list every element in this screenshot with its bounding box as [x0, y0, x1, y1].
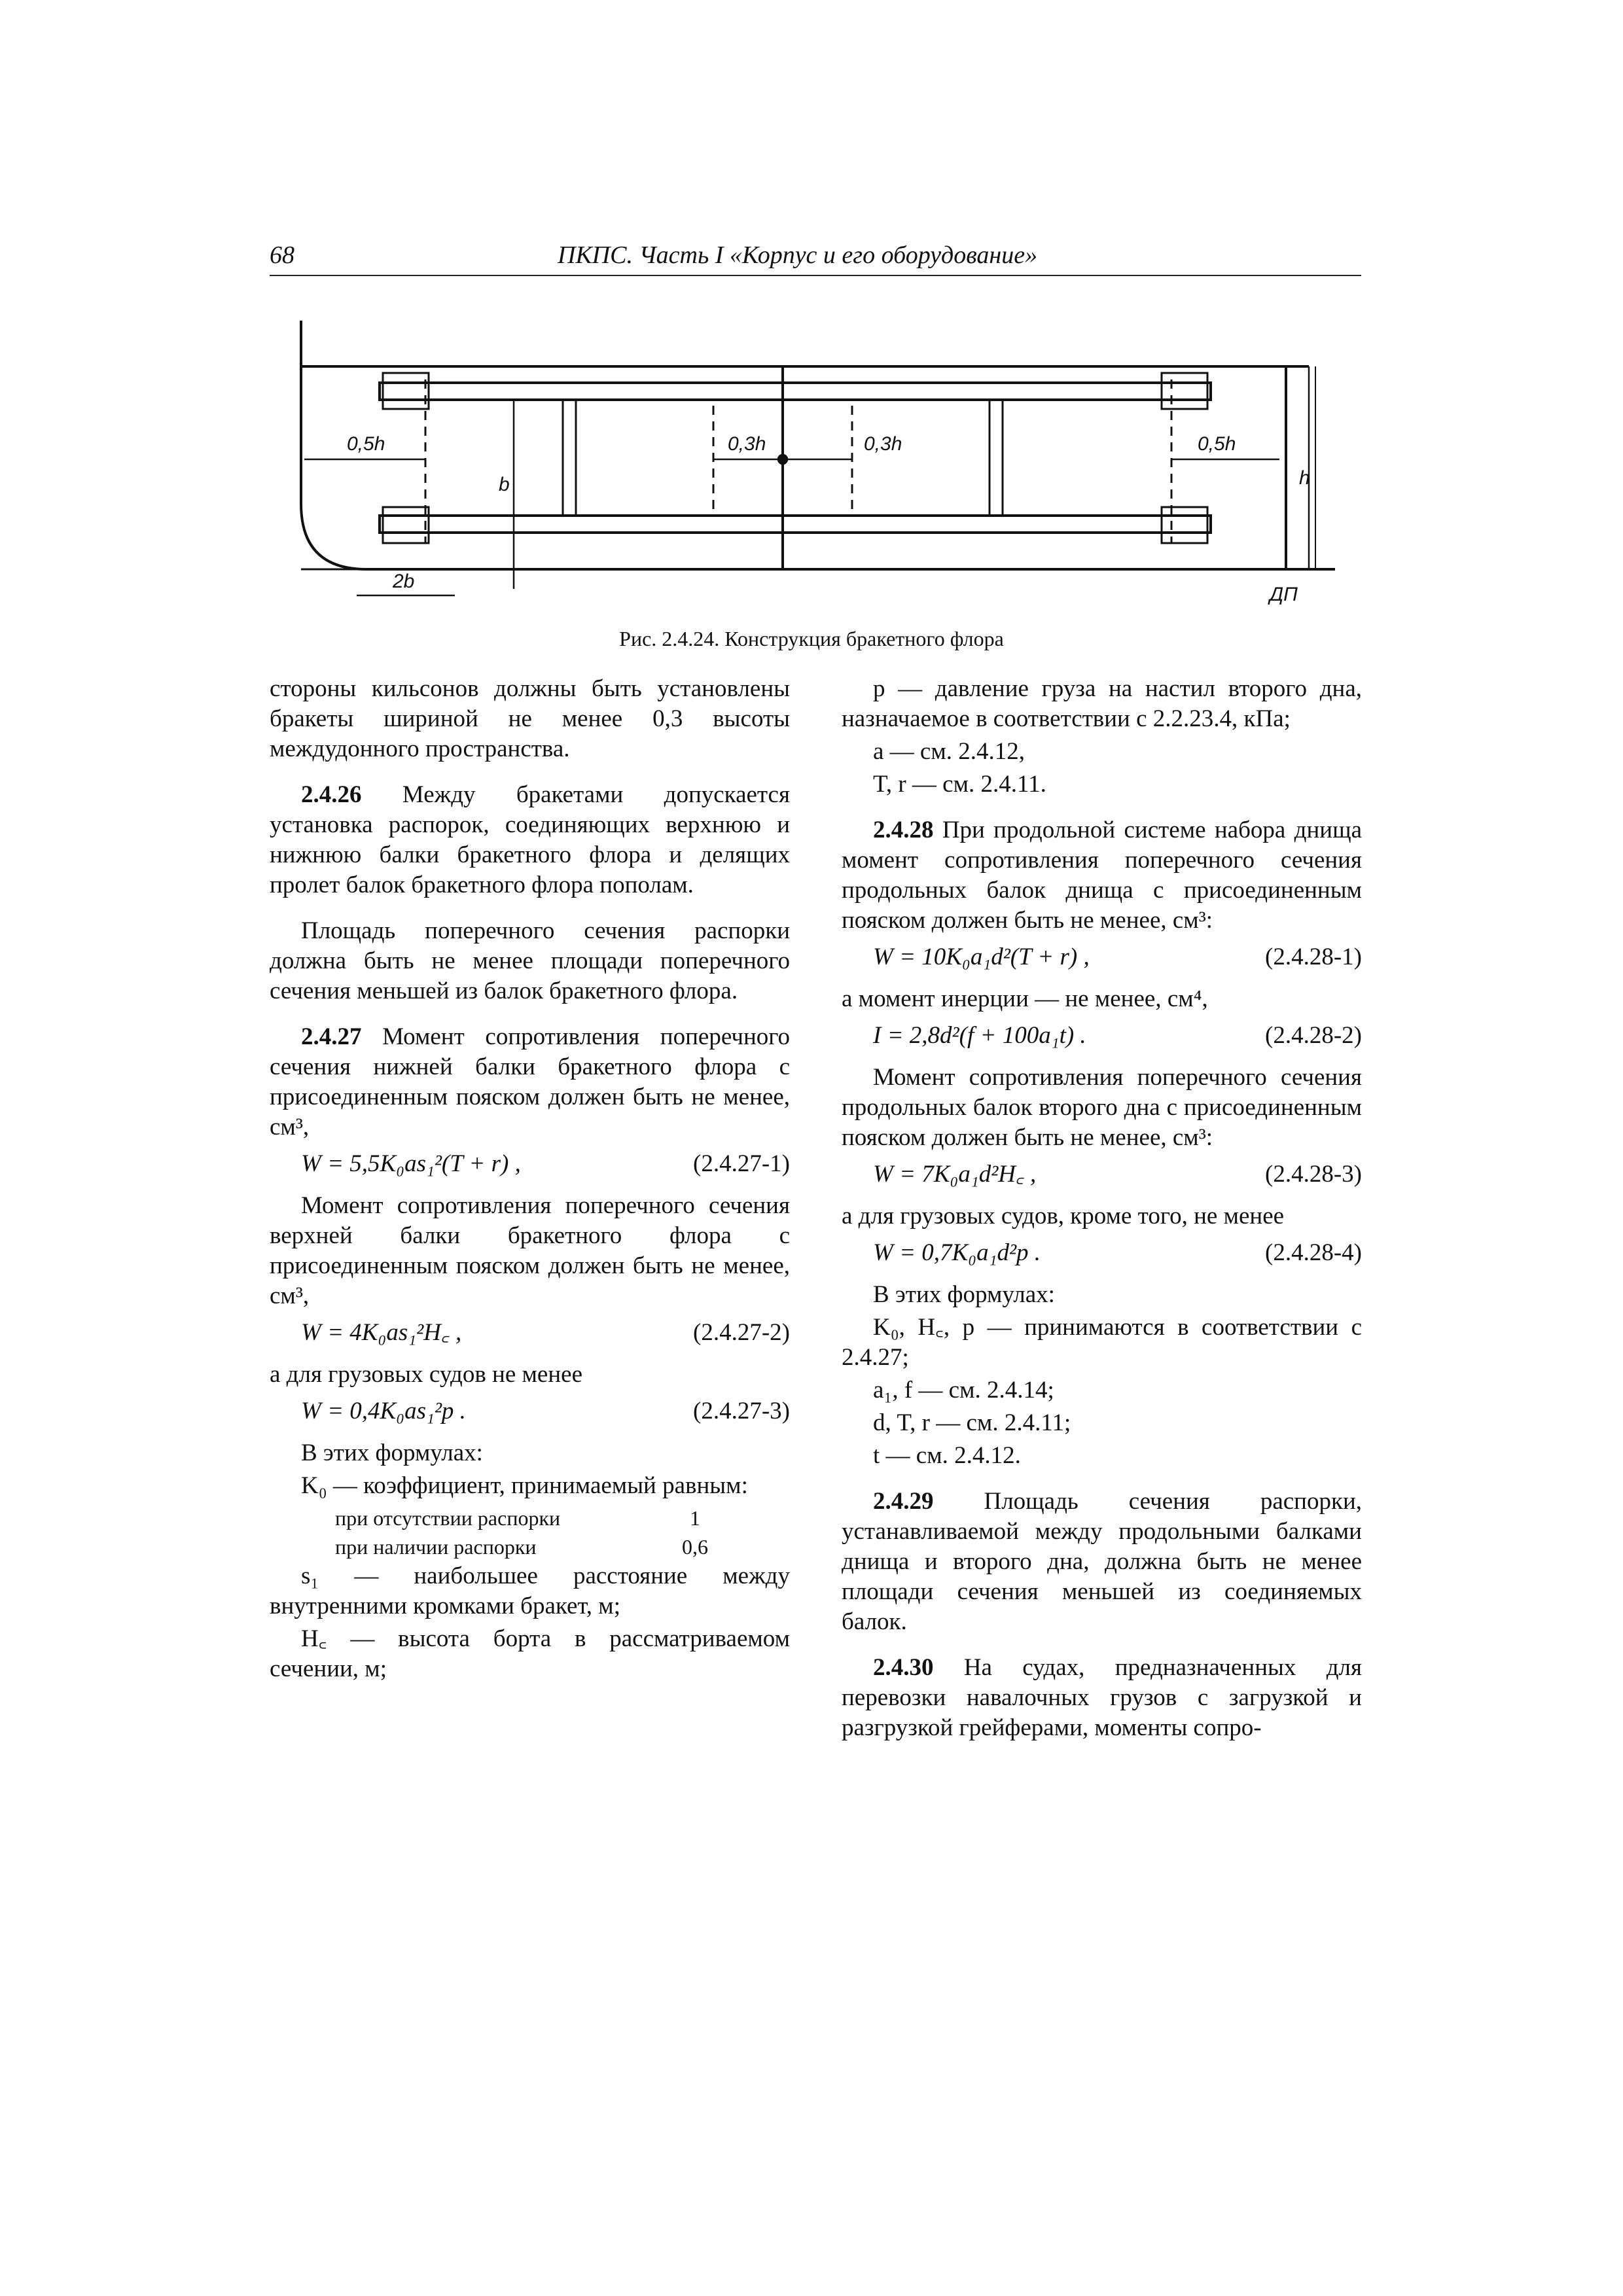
paragraph: Площадь поперечного сечения распорки должна быть не менее площади поперечного сечения меньшей из балок бракетного флора. [270, 917, 790, 1004]
formula: W = 0,7K₀a₁d²p . (2.4.28-4) [873, 1239, 1362, 1266]
label-03h-right: 0,3h [864, 433, 902, 455]
paragraph: Момент сопротивления поперечного сечения продольных балок второго дна с присоединенным пояском должен быть не менее, см³: [842, 1064, 1362, 1151]
definition: t — см. 2.4.12. [873, 1442, 1021, 1469]
label-h: h [1299, 467, 1310, 489]
page-number: 68 [270, 241, 294, 269]
definition: s₁ — наибольшее расстояние между внутренними кромками бракет, м; [270, 1563, 790, 1619]
section-number: 2.4.29 [873, 1488, 934, 1515]
formula: W = 7K₀a₁d²H꜀ , (2.4.28-3) [873, 1161, 1362, 1188]
figure-caption: Рис. 2.4.24. Конструкция бракетного флора [619, 627, 1004, 650]
paragraph: а для грузовых судов не менее [270, 1361, 583, 1388]
paragraph: В этих формулах: [301, 1439, 483, 1466]
definition: p — давление груза на настил второго дна, назначаемое в соответствии с 2.2.23.4, кПа; [842, 675, 1362, 732]
definition: H꜀ — высота борта в рассматриваемом сечении, м; [270, 1625, 790, 1682]
right-column [842, 674, 1362, 1759]
paragraph: 2.4.28 При продольной системе набора днища момент сопротивления поперечного сечения продольных балок днища с присоединенным пояском должен быть не менее, см³: [842, 817, 1362, 934]
running-title: ПКПС. Часть I «Корпус и его оборудование» [558, 241, 1038, 269]
label-05h-left: 0,5h [347, 433, 385, 455]
upper-beam [380, 383, 1211, 400]
label-dp: ДП [1270, 584, 1298, 605]
left-column [270, 674, 790, 1687]
definition: T, r — см. 2.4.11. [873, 771, 1046, 798]
label-03h-left: 0,3h [728, 433, 766, 455]
definition: a₁, f — см. 2.4.14; [873, 1377, 1054, 1404]
section-number: 2.4.27 [301, 1023, 362, 1050]
table-row: при наличии распорки 0,6 [335, 1535, 708, 1559]
definition: a — см. 2.4.12, [873, 738, 1026, 765]
paragraph: Момент сопротивления поперечного сечения верхней балки бракетного флора с присоединенным пояском должен быть не менее, см³, [270, 1192, 790, 1309]
definition: K₀ — коэффициент, принимаемый равным: [301, 1472, 748, 1499]
section-number: 2.4.26 [301, 781, 362, 808]
paragraph: В этих формулах: [873, 1281, 1055, 1308]
paragraph: стороны кильсонов должны быть установлены бракеты шириной не менее 0,3 высоты междудонного пространства. [270, 675, 790, 762]
paragraph: а для грузовых судов, кроме того, не менее [842, 1203, 1285, 1229]
formula: I = 2,8d²(f + 100a₁t) . (2.4.28-2) [873, 1022, 1362, 1049]
definition: d, T, r — см. 2.4.11; [873, 1409, 1071, 1436]
running-header [270, 241, 1361, 276]
table-row: при отсутствии распорки 1 [335, 1506, 700, 1530]
section-number: 2.4.30 [873, 1654, 934, 1681]
paragraph: 2.4.27 Момент сопротивления поперечного сечения нижней балки бракетного флора с присоединенным пояском должен быть не менее, см³, [270, 1023, 790, 1140]
formula: W = 10K₀a₁d²(T + r) , (2.4.28-1) [873, 944, 1362, 970]
formula: W = 4K₀as₁²H꜀ , (2.4.27-2) [301, 1319, 790, 1346]
paragraph: 2.4.30 На судах, предназначенных для перевозки навалочных грузов с загрузкой и разгрузкой грейферами, моменты сопро- [842, 1654, 1362, 1741]
label-2b: 2b [393, 571, 415, 592]
lower-beam [380, 516, 1211, 533]
formula: W = 0,4K₀as₁²p . (2.4.27-3) [301, 1398, 790, 1424]
label-05h-right: 0,5h [1198, 433, 1236, 455]
strut-left [563, 400, 576, 516]
bracket-floor-figure [288, 308, 1335, 615]
paragraph: а момент инерции — не менее, см⁴, [842, 985, 1208, 1012]
definition: K₀, H꜀, p — принимаются в соответствии с 2.4.27; [842, 1314, 1362, 1371]
paragraph: 2.4.26 Между бракетами допускается установка распорок, соединяющих верхнюю и нижнюю балки бракетного флора и делящих пролет балок бракетного флора пополам. [270, 781, 790, 898]
section-number: 2.4.28 [873, 817, 934, 843]
formula: W = 5,5K₀as₁²(T + r) , (2.4.27-1) [301, 1150, 790, 1177]
strut-right [990, 400, 1003, 516]
paragraph: 2.4.29 Площадь сечения распорки, устанавливаемой между продольными балками днища и второго дна, должна быть не менее площади сечения меньшей из соединяемых балок. [842, 1488, 1362, 1635]
label-b: b [499, 474, 510, 495]
